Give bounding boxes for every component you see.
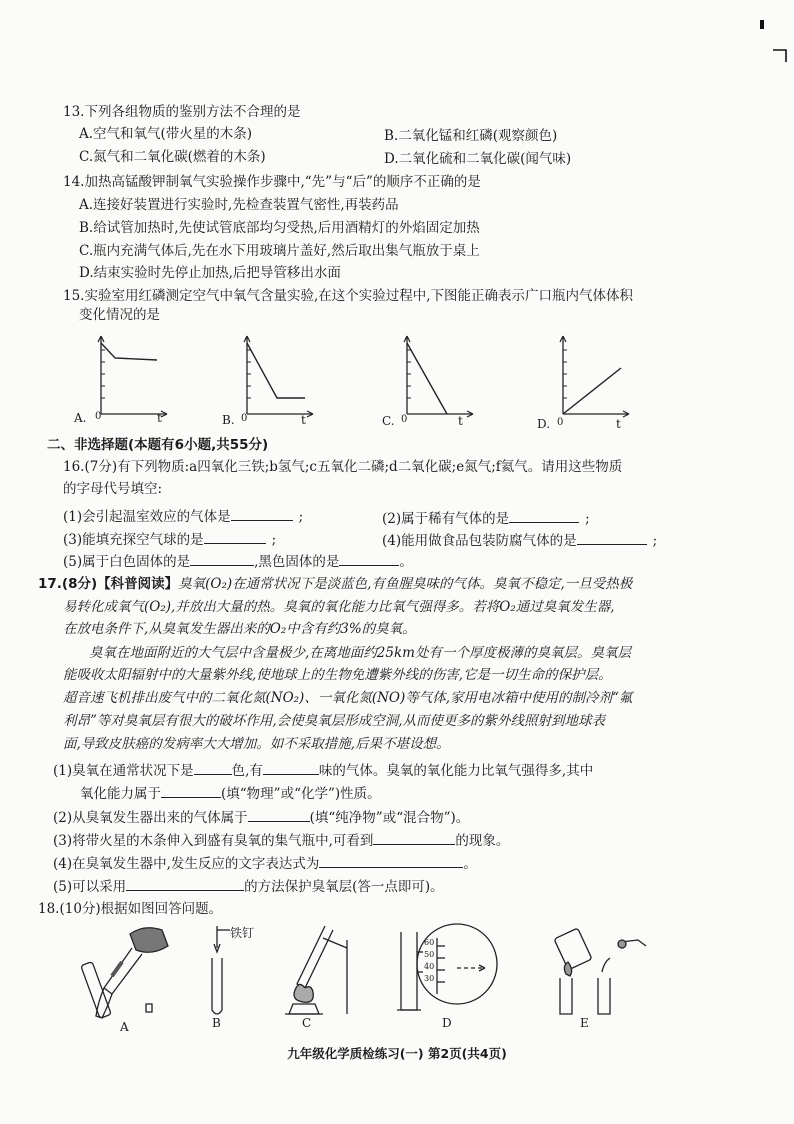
q18-scale-60: 60 xyxy=(424,938,435,947)
q17-answer-1c-blank[interactable] xyxy=(161,783,221,798)
q16-part-3-text: (3)能填充探空气球的是 xyxy=(63,532,204,548)
q15-stem-2: 变化情况的是 xyxy=(79,307,160,323)
q15-graph-c-label: C. xyxy=(382,414,395,428)
q14-option-d: D.结束实验时先停止加热,后把导管移出水面 xyxy=(79,265,341,281)
q15-graph-d xyxy=(557,332,657,422)
q17-sub-5-text-a: (5)可以采用 xyxy=(53,879,127,895)
q17-sub-2-text-b: (填“纯净物”或“混合物”)。 xyxy=(309,810,470,826)
q17-answer-2-blank[interactable] xyxy=(248,807,310,822)
q18-figure-d-cylinder xyxy=(395,922,505,1022)
q15-graph-d-axis: t xyxy=(616,417,621,431)
q16-answer-5a-blank[interactable] xyxy=(190,551,254,566)
q13-option-b: B.二氧化锰和红磷(观察颜色) xyxy=(384,128,558,144)
q16-answer-5b-blank[interactable] xyxy=(339,551,399,566)
q16-part-4-semicolon: ; xyxy=(652,533,658,549)
q13-option-a: A.空气和氧气(带火星的木条) xyxy=(79,126,253,142)
q16-answer-3-blank[interactable] xyxy=(204,529,266,544)
q17-sub-4-text-b: 。 xyxy=(463,856,477,872)
q18-figure-c-heating xyxy=(275,918,355,1018)
q17-answer-1b-blank[interactable] xyxy=(263,760,319,775)
q17-sub-1-cont xyxy=(80,783,381,803)
q17-reading-line-8: 面,导致皮肤癌的发病率大大增加。如不采取措施,后果不堪设想。 xyxy=(63,736,450,752)
q18-label-c: C xyxy=(302,1016,312,1030)
q18-iron-nail-label: 铁钉 xyxy=(230,926,255,940)
q16-part-1 xyxy=(63,506,303,526)
q18-scale-40: 40 xyxy=(424,962,435,971)
q17-sub-2-text-a: (2)从臭氧发生器出来的气体属于 xyxy=(53,810,248,826)
q14-option-b: B.给试管加热时,先使试管底部均匀受热,后用酒精灯的外焰固定加热 xyxy=(79,220,480,236)
q16-part-2-text: (2)属于稀有气体的是 xyxy=(382,511,510,527)
q18-scale-30: 30 xyxy=(424,974,435,983)
q17-sub-4 xyxy=(53,853,477,873)
q16-answer-2-blank[interactable] xyxy=(509,508,579,523)
q16-stem-1: 16.(7分)有下列物质:a四氧化三铁;b氢气;c五氧化二磷;d二氧化碳;e氮气;f氦气。请用这些物质 xyxy=(63,459,623,475)
q16-part-5-period: 。 xyxy=(399,554,413,570)
q15-graph-d-origin: 0 xyxy=(557,417,564,428)
q16-part-4 xyxy=(382,530,657,550)
q15-graph-b xyxy=(241,332,341,422)
q15-graph-a-origin: 0 xyxy=(95,411,102,422)
q17-sub-4-text-a: (4)在臭氧发生器中,发生反应的文字表达式为 xyxy=(53,856,320,872)
q15-graph-b-label: B. xyxy=(222,413,235,427)
q15-graph-d-label: D. xyxy=(537,417,551,431)
section-2-heading: 二、非选择题(本题有6小题,共55分) xyxy=(47,437,269,453)
q18-label-a: A xyxy=(120,1020,129,1034)
q16-answer-1-blank[interactable] xyxy=(231,506,293,521)
q17-sub-2 xyxy=(53,807,469,827)
q18-stem: 18.(10分)根据如图回答问题。 xyxy=(38,901,223,917)
q16-part-1-semicolon: ; xyxy=(298,509,304,525)
q16-part-3 xyxy=(63,529,276,549)
q17-reading-line-4: 臭氧在地面附近的大气层中含量极少,在离地面约25km处有一个厚度极薄的臭氧层。臭氧层 xyxy=(89,645,631,661)
q14-option-c: C.瓶内充满气体后,先在水下用玻璃片盖好,然后取出集气瓶放于桌上 xyxy=(79,243,480,259)
q17-answer-3-blank[interactable] xyxy=(373,830,455,845)
q17-reading-line-7: 利昂”等对臭氧层有很大的破坏作用,会使臭氧层形成空洞,从而使更多的紫外线照射到地球表 xyxy=(63,713,605,729)
q17-reading-line-2: 易转化成氧气(O₂),并放出大量的热。臭氧的氧化能力比氧气强得多。若将O₂通过臭氧发生器, xyxy=(63,599,615,615)
q17-sub-1-text-b: 色,有 xyxy=(231,763,263,779)
q13-option-d: D.二氧化硫和二氧化碳(闻气味) xyxy=(384,151,572,167)
q16-part-1-text: (1)会引起温室效应的气体是 xyxy=(63,509,231,525)
q13-option-c: C.氮气和二氧化碳(燃着的木条) xyxy=(79,149,266,165)
q16-part-5 xyxy=(63,551,413,571)
q17-sub-1-text-d: 氧化能力属于 xyxy=(80,786,161,802)
q17-sub-3 xyxy=(53,830,509,850)
q15-graph-a-label: A. xyxy=(74,411,87,425)
q15-stem-1: 15.实验室用红磷测定空气中氧气含量实验,在这个实验过程中,下图能正确表示广口瓶内气体体积 xyxy=(63,288,634,304)
q14-stem: 14.加热高锰酸钾制氧气实验操作步骤中,“先”与“后”的顺序不正确的是 xyxy=(63,174,481,190)
q16-part-4-text: (4)能用做食品包装防腐气体的是 xyxy=(382,533,577,549)
q15-graph-a xyxy=(95,332,195,422)
q17-reading-line-6: 超音速飞机排出废气中的二氧化氮(NO₂)、一氧化氮(NO)等气体,家用电冰箱中使用的制冷剂“氟 xyxy=(63,690,633,706)
corner-marks xyxy=(0,0,794,80)
q16-answer-4-blank[interactable] xyxy=(577,530,647,545)
q14-option-a: A.连接好装置进行实验时,先检查装置气密性,再装药品 xyxy=(79,197,399,213)
q13-stem: 13.下列各组物质的鉴别方法不合理的是 xyxy=(63,104,301,120)
q17-heading: 17.(8分)【科普阅读】 xyxy=(38,576,179,592)
q16-stem-2: 的字母代号填空: xyxy=(63,481,163,497)
q17-reading-line-1 xyxy=(38,575,632,593)
q17-sub-1-text-c: 味的气体。臭氧的氧化能力比氧气强得多,其中 xyxy=(318,763,594,779)
q15-graph-b-axis: t xyxy=(301,413,306,427)
q16-part-3-semicolon: ; xyxy=(271,532,277,548)
q17-sub-3-text-a: (3)将带火星的木条伸入到盛有臭氧的集气瓶中,可看到 xyxy=(53,833,374,849)
q17-reading-line-3: 在放电条件下,从臭氧发生器出来的O₂中含有约3%的臭氧。 xyxy=(63,621,416,637)
q16-part-2-semicolon: ; xyxy=(585,511,590,527)
q18-figure-a-pouring xyxy=(82,922,172,1022)
q17-reading-line-5: 能吸收太阳辐射中的大量紫外线,使地球上的生物免遭紫外线的伤害,它是一切生命的保护层。 xyxy=(63,667,612,683)
q16-part-5-text-b: ,黑色固体的是 xyxy=(254,554,340,570)
q17-sub-1 xyxy=(53,760,593,780)
q16-part-2 xyxy=(382,508,590,528)
q15-graph-c xyxy=(401,332,501,422)
q15-graph-c-origin: 0 xyxy=(401,414,408,425)
q18-figure-e-gas-jars xyxy=(550,922,660,1022)
q17-sub-5-text-b: 的方法保护臭氧层(答一点即可)。 xyxy=(244,879,444,895)
q17-sub-5 xyxy=(53,876,444,896)
q17-reading-text-1: 臭氧(O₂)在通常状况下是淡蓝色,有鱼腥臭味的气体。臭氧不稳定,一旦受热极 xyxy=(178,576,633,592)
q17-sub-1-text-e: (填“物理”或“化学”)性质。 xyxy=(221,786,381,802)
q17-answer-5-blank[interactable] xyxy=(126,876,244,891)
q17-answer-1a-blank[interactable] xyxy=(194,760,232,775)
q18-label-b: B xyxy=(212,1016,221,1030)
q17-answer-4-blank[interactable] xyxy=(319,853,463,868)
q15-graph-b-origin: 0 xyxy=(241,413,248,424)
q16-part-5-text-a: (5)属于白色固体的是 xyxy=(63,554,191,570)
q18-scale-50: 50 xyxy=(424,950,435,959)
q18-label-e: E xyxy=(580,1016,589,1030)
page-footer: 九年级化学质检练习(一) 第2页(共4页) xyxy=(287,1046,507,1061)
q17-sub-1-text-a: (1)臭氧在通常状况下是 xyxy=(53,763,194,779)
q18-label-d: D xyxy=(442,1016,452,1030)
q15-graph-a-axis: t xyxy=(157,411,162,425)
q15-graph-c-axis: t xyxy=(458,414,463,428)
q17-sub-3-text-b: 的现象。 xyxy=(455,833,510,849)
